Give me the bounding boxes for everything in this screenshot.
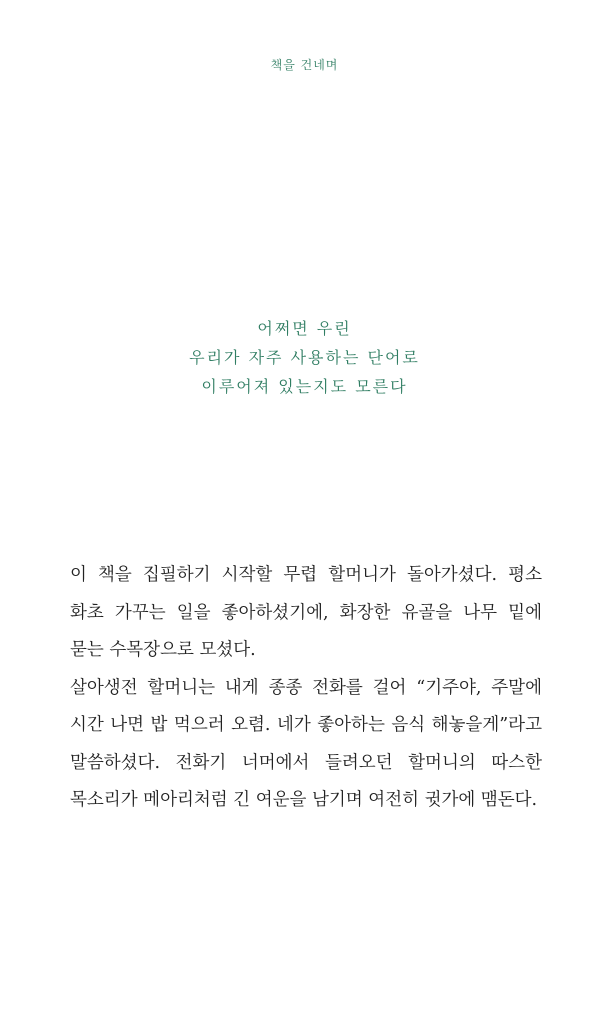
epigraph-line: 우리가 자주 사용하는 단어로 bbox=[189, 348, 420, 367]
body-text bbox=[70, 557, 542, 820]
epigraph bbox=[0, 314, 609, 401]
epigraph-line: 이루어져 있는지도 모른다 bbox=[201, 377, 408, 396]
epigraph-line: 어쩌면 우린 bbox=[257, 319, 352, 338]
section-title: 책을 건네며 bbox=[270, 58, 339, 72]
paragraph: 이 책을 집필하기 시작할 무렵 할머니가 돌아가셨다. 평소 화초 가꾸는 일을 좋아하셨기에, 화장한 유골을 나무 밑에 묻는 수목장으로 모셨다. bbox=[70, 565, 542, 660]
paragraph: 살아생전 할머니는 내게 종종 전화를 걸어 “기주야, 주말에 시간 나면 밥 먹으러 오렴. 네가 좋아하는 음식 해놓을게”라고 말씀하셨다. 전화기 너머에서 들려오던 할머니의 따스한 목소리가 메아리처럼 긴 여운을 남기며 여전히 귓가에 맴돈다. bbox=[70, 677, 542, 810]
page-header bbox=[0, 56, 609, 73]
